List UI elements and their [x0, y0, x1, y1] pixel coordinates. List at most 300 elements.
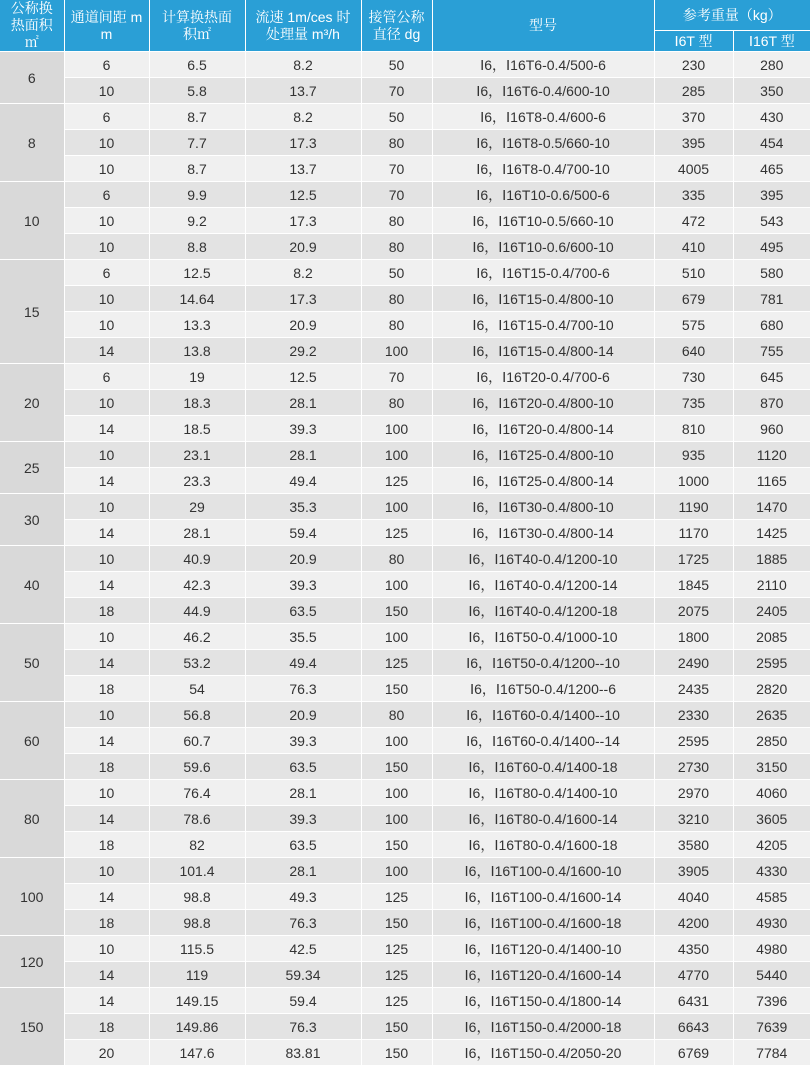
calc-area-cell: 60.7: [149, 728, 245, 754]
table-row: [0, 988, 810, 1014]
header-weight-1616t: Ⅰ16T 型: [733, 31, 810, 52]
spacing-cell: 10: [64, 286, 149, 312]
calc-area-cell: 44.9: [149, 598, 245, 624]
flow-cell: 17.3: [245, 208, 361, 234]
pipe-cell: 150: [361, 676, 432, 702]
table-row: [0, 1014, 810, 1040]
spacing-cell: 6: [64, 364, 149, 390]
model-cell: Ⅰ6，Ⅰ16T120-0.4/1600-14: [432, 962, 654, 988]
table-row: [0, 676, 810, 702]
spacing-cell: 18: [64, 598, 149, 624]
pipe-cell: 125: [361, 962, 432, 988]
table-row: [0, 338, 810, 364]
weight-16t-cell: 4200: [654, 910, 733, 936]
flow-cell: 83.81: [245, 1040, 361, 1066]
flow-cell: 29.2: [245, 338, 361, 364]
spacing-cell: 18: [64, 910, 149, 936]
model-cell: Ⅰ6，Ⅰ16T6-0.4/600-10: [432, 78, 654, 104]
area-cell: 60: [0, 702, 64, 780]
pipe-cell: 50: [361, 260, 432, 286]
spacing-cell: 18: [64, 676, 149, 702]
weight-16t-cell: 1000: [654, 468, 733, 494]
spacing-cell: 14: [64, 962, 149, 988]
weight-16t-cell: 1845: [654, 572, 733, 598]
model-cell: Ⅰ6，Ⅰ16T15-0.4/800-10: [432, 286, 654, 312]
spacing-cell: 14: [64, 988, 149, 1014]
pipe-cell: 50: [361, 52, 432, 78]
spacing-cell: 14: [64, 572, 149, 598]
calc-area-cell: 8.7: [149, 156, 245, 182]
model-cell: Ⅰ6，Ⅰ16T80-0.4/1400-10: [432, 780, 654, 806]
flow-cell: 35.5: [245, 624, 361, 650]
header-weight: 参考重量（kg）: [654, 0, 810, 31]
weight-16t-cell: 2075: [654, 598, 733, 624]
table-row: [0, 572, 810, 598]
weight-16t-cell: 640: [654, 338, 733, 364]
spacing-cell: 14: [64, 520, 149, 546]
weight-1616t-cell: 465: [733, 156, 810, 182]
table-row: [0, 598, 810, 624]
weight-1616t-cell: 4980: [733, 936, 810, 962]
model-cell: Ⅰ6，Ⅰ16T6-0.4/500-6: [432, 52, 654, 78]
model-cell: Ⅰ6，Ⅰ16T40-0.4/1200-10: [432, 546, 654, 572]
flow-cell: 49.4: [245, 468, 361, 494]
weight-16t-cell: 6769: [654, 1040, 733, 1066]
pipe-cell: 150: [361, 598, 432, 624]
flow-cell: 8.2: [245, 104, 361, 130]
calc-area-cell: 119: [149, 962, 245, 988]
pipe-cell: 80: [361, 286, 432, 312]
weight-1616t-cell: 580: [733, 260, 810, 286]
spacing-cell: 10: [64, 130, 149, 156]
weight-16t-cell: 335: [654, 182, 733, 208]
weight-1616t-cell: 2405: [733, 598, 810, 624]
pipe-cell: 100: [361, 416, 432, 442]
weight-1616t-cell: 680: [733, 312, 810, 338]
pipe-cell: 150: [361, 1014, 432, 1040]
table-row: [0, 234, 810, 260]
table-body: [0, 52, 810, 1066]
weight-1616t-cell: 960: [733, 416, 810, 442]
weight-1616t-cell: 350: [733, 78, 810, 104]
weight-16t-cell: 6643: [654, 1014, 733, 1040]
pipe-cell: 150: [361, 754, 432, 780]
weight-1616t-cell: 2820: [733, 676, 810, 702]
area-cell: 150: [0, 988, 64, 1066]
model-cell: Ⅰ6，Ⅰ16T60-0.4/1400-18: [432, 754, 654, 780]
flow-cell: 63.5: [245, 832, 361, 858]
calc-area-cell: 46.2: [149, 624, 245, 650]
weight-16t-cell: 230: [654, 52, 733, 78]
spacing-cell: 10: [64, 702, 149, 728]
table-row: [0, 754, 810, 780]
table-row: [0, 104, 810, 130]
table-row: [0, 260, 810, 286]
weight-1616t-cell: 2110: [733, 572, 810, 598]
spacing-cell: 18: [64, 1014, 149, 1040]
pipe-cell: 150: [361, 832, 432, 858]
flow-cell: 28.1: [245, 390, 361, 416]
model-cell: Ⅰ6，Ⅰ16T100-0.4/1600-18: [432, 910, 654, 936]
table-row: [0, 182, 810, 208]
table-row: [0, 936, 810, 962]
pipe-cell: 100: [361, 858, 432, 884]
pipe-cell: 80: [361, 234, 432, 260]
pipe-cell: 70: [361, 364, 432, 390]
calc-area-cell: 98.8: [149, 910, 245, 936]
pipe-cell: 50: [361, 104, 432, 130]
pipe-cell: 100: [361, 442, 432, 468]
table-row: [0, 520, 810, 546]
spacing-cell: 10: [64, 234, 149, 260]
spacing-cell: 20: [64, 1040, 149, 1066]
calc-area-cell: 13.3: [149, 312, 245, 338]
weight-1616t-cell: 395: [733, 182, 810, 208]
calc-area-cell: 14.64: [149, 286, 245, 312]
table-header: [0, 0, 810, 52]
model-cell: Ⅰ6，Ⅰ16T60-0.4/1400--10: [432, 702, 654, 728]
calc-area-cell: 78.6: [149, 806, 245, 832]
weight-16t-cell: 2435: [654, 676, 733, 702]
weight-1616t-cell: 781: [733, 286, 810, 312]
weight-1616t-cell: 430: [733, 104, 810, 130]
spacing-cell: 10: [64, 858, 149, 884]
flow-cell: 20.9: [245, 546, 361, 572]
area-cell: 25: [0, 442, 64, 494]
flow-cell: 20.9: [245, 702, 361, 728]
weight-16t-cell: 3905: [654, 858, 733, 884]
calc-area-cell: 8.7: [149, 104, 245, 130]
header-model: 型号: [432, 0, 654, 52]
pipe-cell: 125: [361, 650, 432, 676]
weight-1616t-cell: 543: [733, 208, 810, 234]
calc-area-cell: 7.7: [149, 130, 245, 156]
pipe-cell: 80: [361, 702, 432, 728]
flow-cell: 39.3: [245, 572, 361, 598]
calc-area-cell: 149.15: [149, 988, 245, 1014]
header-weight-16t: Ⅰ6T 型: [654, 31, 733, 52]
pipe-cell: 150: [361, 1040, 432, 1066]
pipe-cell: 100: [361, 624, 432, 650]
table-row: [0, 364, 810, 390]
weight-1616t-cell: 4060: [733, 780, 810, 806]
flow-cell: 17.3: [245, 286, 361, 312]
weight-16t-cell: 4770: [654, 962, 733, 988]
weight-16t-cell: 2490: [654, 650, 733, 676]
weight-1616t-cell: 3150: [733, 754, 810, 780]
spacing-cell: 18: [64, 754, 149, 780]
pipe-cell: 100: [361, 338, 432, 364]
model-cell: Ⅰ6，Ⅰ16T8-0.4/700-10: [432, 156, 654, 182]
spacing-cell: 10: [64, 390, 149, 416]
area-cell: 50: [0, 624, 64, 702]
calc-area-cell: 40.9: [149, 546, 245, 572]
table-row: [0, 832, 810, 858]
table-row: [0, 390, 810, 416]
area-cell: 100: [0, 858, 64, 936]
area-cell: 20: [0, 364, 64, 442]
table-row: [0, 130, 810, 156]
weight-16t-cell: 6431: [654, 988, 733, 1014]
header-spacing: 通道间距 mm: [64, 0, 149, 52]
calc-area-cell: 149.86: [149, 1014, 245, 1040]
pipe-cell: 100: [361, 728, 432, 754]
calc-area-cell: 23.1: [149, 442, 245, 468]
flow-cell: 8.2: [245, 52, 361, 78]
weight-16t-cell: 735: [654, 390, 733, 416]
spacing-cell: 10: [64, 208, 149, 234]
area-cell: 40: [0, 546, 64, 624]
pipe-cell: 125: [361, 936, 432, 962]
spacing-cell: 18: [64, 832, 149, 858]
table-row: [0, 494, 810, 520]
weight-16t-cell: 510: [654, 260, 733, 286]
header-pipe: 接管公称直径 dg: [361, 0, 432, 52]
flow-cell: 20.9: [245, 234, 361, 260]
model-cell: Ⅰ6，Ⅰ16T100-0.4/1600-14: [432, 884, 654, 910]
model-cell: Ⅰ6，Ⅰ16T120-0.4/1400-10: [432, 936, 654, 962]
weight-16t-cell: 410: [654, 234, 733, 260]
table-row: [0, 546, 810, 572]
weight-1616t-cell: 1425: [733, 520, 810, 546]
calc-area-cell: 82: [149, 832, 245, 858]
model-cell: Ⅰ6，Ⅰ16T15-0.4/800-14: [432, 338, 654, 364]
spacing-cell: 14: [64, 728, 149, 754]
model-cell: Ⅰ6，Ⅰ16T150-0.4/1800-14: [432, 988, 654, 1014]
table-row: [0, 52, 810, 78]
calc-area-cell: 56.8: [149, 702, 245, 728]
weight-1616t-cell: 7784: [733, 1040, 810, 1066]
area-cell: 120: [0, 936, 64, 988]
pipe-cell: 80: [361, 208, 432, 234]
flow-cell: 12.5: [245, 364, 361, 390]
calc-area-cell: 19: [149, 364, 245, 390]
flow-cell: 39.3: [245, 416, 361, 442]
calc-area-cell: 18.3: [149, 390, 245, 416]
flow-cell: 35.3: [245, 494, 361, 520]
weight-16t-cell: 2730: [654, 754, 733, 780]
spacing-cell: 6: [64, 260, 149, 286]
flow-cell: 8.2: [245, 260, 361, 286]
flow-cell: 76.3: [245, 1014, 361, 1040]
area-cell: 80: [0, 780, 64, 858]
model-cell: Ⅰ6，Ⅰ16T80-0.4/1600-18: [432, 832, 654, 858]
spacing-cell: 10: [64, 546, 149, 572]
table-row: [0, 910, 810, 936]
pipe-cell: 80: [361, 390, 432, 416]
model-cell: Ⅰ6，Ⅰ16T15-0.4/700-6: [432, 260, 654, 286]
weight-16t-cell: 575: [654, 312, 733, 338]
weight-16t-cell: 4005: [654, 156, 733, 182]
table-row: [0, 624, 810, 650]
calc-area-cell: 5.8: [149, 78, 245, 104]
pipe-cell: 70: [361, 78, 432, 104]
flow-cell: 59.4: [245, 520, 361, 546]
calc-area-cell: 9.9: [149, 182, 245, 208]
table-row: [0, 702, 810, 728]
flow-cell: 76.3: [245, 676, 361, 702]
pipe-cell: 80: [361, 130, 432, 156]
calc-area-cell: 8.8: [149, 234, 245, 260]
calc-area-cell: 101.4: [149, 858, 245, 884]
table-row: [0, 156, 810, 182]
model-cell: Ⅰ6，Ⅰ16T15-0.4/700-10: [432, 312, 654, 338]
weight-16t-cell: 2970: [654, 780, 733, 806]
spacing-cell: 14: [64, 650, 149, 676]
table-row: [0, 286, 810, 312]
calc-area-cell: 42.3: [149, 572, 245, 598]
weight-1616t-cell: 2085: [733, 624, 810, 650]
model-cell: Ⅰ6，Ⅰ16T40-0.4/1200-18: [432, 598, 654, 624]
weight-16t-cell: 1170: [654, 520, 733, 546]
weight-16t-cell: 285: [654, 78, 733, 104]
spacing-cell: 10: [64, 312, 149, 338]
model-cell: Ⅰ6，Ⅰ16T100-0.4/1600-10: [432, 858, 654, 884]
spacing-cell: 6: [64, 52, 149, 78]
weight-16t-cell: 2330: [654, 702, 733, 728]
model-cell: Ⅰ6，Ⅰ16T80-0.4/1600-14: [432, 806, 654, 832]
model-cell: Ⅰ6，Ⅰ16T20-0.4/800-14: [432, 416, 654, 442]
spacing-cell: 10: [64, 156, 149, 182]
weight-16t-cell: 810: [654, 416, 733, 442]
area-cell: 6: [0, 52, 64, 104]
table-row: [0, 884, 810, 910]
weight-1616t-cell: 1165: [733, 468, 810, 494]
model-cell: Ⅰ6，Ⅰ16T10-0.5/660-10: [432, 208, 654, 234]
table-row: [0, 650, 810, 676]
pipe-cell: 125: [361, 520, 432, 546]
calc-area-cell: 98.8: [149, 884, 245, 910]
pipe-cell: 80: [361, 546, 432, 572]
area-cell: 30: [0, 494, 64, 546]
weight-1616t-cell: 2595: [733, 650, 810, 676]
weight-16t-cell: 679: [654, 286, 733, 312]
model-cell: Ⅰ6，Ⅰ16T40-0.4/1200-14: [432, 572, 654, 598]
weight-16t-cell: 4350: [654, 936, 733, 962]
area-cell: 8: [0, 104, 64, 182]
header-area: 公称换热面积㎡: [0, 0, 64, 52]
pipe-cell: 100: [361, 806, 432, 832]
spacing-cell: 14: [64, 468, 149, 494]
spacing-cell: 14: [64, 884, 149, 910]
weight-1616t-cell: 5440: [733, 962, 810, 988]
flow-cell: 28.1: [245, 780, 361, 806]
weight-1616t-cell: 4930: [733, 910, 810, 936]
weight-16t-cell: 3210: [654, 806, 733, 832]
table-row: [0, 728, 810, 754]
spacing-cell: 10: [64, 78, 149, 104]
weight-16t-cell: 472: [654, 208, 733, 234]
calc-area-cell: 76.4: [149, 780, 245, 806]
model-cell: Ⅰ6，Ⅰ16T10-0.6/600-10: [432, 234, 654, 260]
weight-16t-cell: 2595: [654, 728, 733, 754]
weight-1616t-cell: 7396: [733, 988, 810, 1014]
flow-cell: 39.3: [245, 728, 361, 754]
weight-16t-cell: 1800: [654, 624, 733, 650]
table-row: [0, 780, 810, 806]
weight-1616t-cell: 870: [733, 390, 810, 416]
pipe-cell: 150: [361, 910, 432, 936]
weight-1616t-cell: 645: [733, 364, 810, 390]
weight-16t-cell: 1725: [654, 546, 733, 572]
flow-cell: 49.4: [245, 650, 361, 676]
flow-cell: 63.5: [245, 598, 361, 624]
table-row: [0, 208, 810, 234]
model-cell: Ⅰ6，Ⅰ16T20-0.4/800-10: [432, 390, 654, 416]
model-cell: Ⅰ6，Ⅰ16T10-0.6/500-6: [432, 182, 654, 208]
flow-cell: 20.9: [245, 312, 361, 338]
calc-area-cell: 147.6: [149, 1040, 245, 1066]
calc-area-cell: 115.5: [149, 936, 245, 962]
pipe-cell: 100: [361, 572, 432, 598]
calc-area-cell: 54: [149, 676, 245, 702]
spacing-cell: 6: [64, 182, 149, 208]
pipe-cell: 80: [361, 312, 432, 338]
flow-cell: 13.7: [245, 156, 361, 182]
header-flow: 流速 1m/ces 时处理量 m³/h: [245, 0, 361, 52]
pipe-cell: 125: [361, 884, 432, 910]
calc-area-cell: 18.5: [149, 416, 245, 442]
model-cell: Ⅰ6，Ⅰ16T25-0.4/800-14: [432, 468, 654, 494]
weight-16t-cell: 730: [654, 364, 733, 390]
calc-area-cell: 59.6: [149, 754, 245, 780]
weight-1616t-cell: 3605: [733, 806, 810, 832]
spacing-cell: 10: [64, 936, 149, 962]
table-row: [0, 858, 810, 884]
spacing-cell: 6: [64, 104, 149, 130]
weight-1616t-cell: 2635: [733, 702, 810, 728]
weight-1616t-cell: 1120: [733, 442, 810, 468]
weight-1616t-cell: 4585: [733, 884, 810, 910]
weight-1616t-cell: 454: [733, 130, 810, 156]
flow-cell: 28.1: [245, 858, 361, 884]
weight-1616t-cell: 280: [733, 52, 810, 78]
flow-cell: 63.5: [245, 754, 361, 780]
area-cell: 15: [0, 260, 64, 364]
model-cell: Ⅰ6，Ⅰ16T50-0.4/1200--10: [432, 650, 654, 676]
model-cell: Ⅰ6，Ⅰ16T8-0.4/600-6: [432, 104, 654, 130]
pipe-cell: 125: [361, 468, 432, 494]
weight-16t-cell: 3580: [654, 832, 733, 858]
model-cell: Ⅰ6，Ⅰ16T30-0.4/800-10: [432, 494, 654, 520]
table-row: [0, 806, 810, 832]
flow-cell: 13.7: [245, 78, 361, 104]
model-cell: Ⅰ6，Ⅰ16T25-0.4/800-10: [432, 442, 654, 468]
calc-area-cell: 9.2: [149, 208, 245, 234]
model-cell: Ⅰ6，Ⅰ16T150-0.4/2000-18: [432, 1014, 654, 1040]
calc-area-cell: 23.3: [149, 468, 245, 494]
spacing-cell: 14: [64, 416, 149, 442]
model-cell: Ⅰ6，Ⅰ16T50-0.4/1000-10: [432, 624, 654, 650]
flow-cell: 12.5: [245, 182, 361, 208]
pipe-cell: 125: [361, 988, 432, 1014]
model-cell: Ⅰ6，Ⅰ16T20-0.4/700-6: [432, 364, 654, 390]
table-row: [0, 312, 810, 338]
area-cell: 10: [0, 182, 64, 260]
spacing-cell: 10: [64, 624, 149, 650]
header-calc-area: 计算换热面积㎡: [149, 0, 245, 52]
calc-area-cell: 29: [149, 494, 245, 520]
table-row: [0, 416, 810, 442]
calc-area-cell: 12.5: [149, 260, 245, 286]
weight-1616t-cell: 755: [733, 338, 810, 364]
flow-cell: 59.34: [245, 962, 361, 988]
flow-cell: 17.3: [245, 130, 361, 156]
flow-cell: 28.1: [245, 442, 361, 468]
weight-16t-cell: 1190: [654, 494, 733, 520]
pipe-cell: 70: [361, 182, 432, 208]
weight-16t-cell: 935: [654, 442, 733, 468]
